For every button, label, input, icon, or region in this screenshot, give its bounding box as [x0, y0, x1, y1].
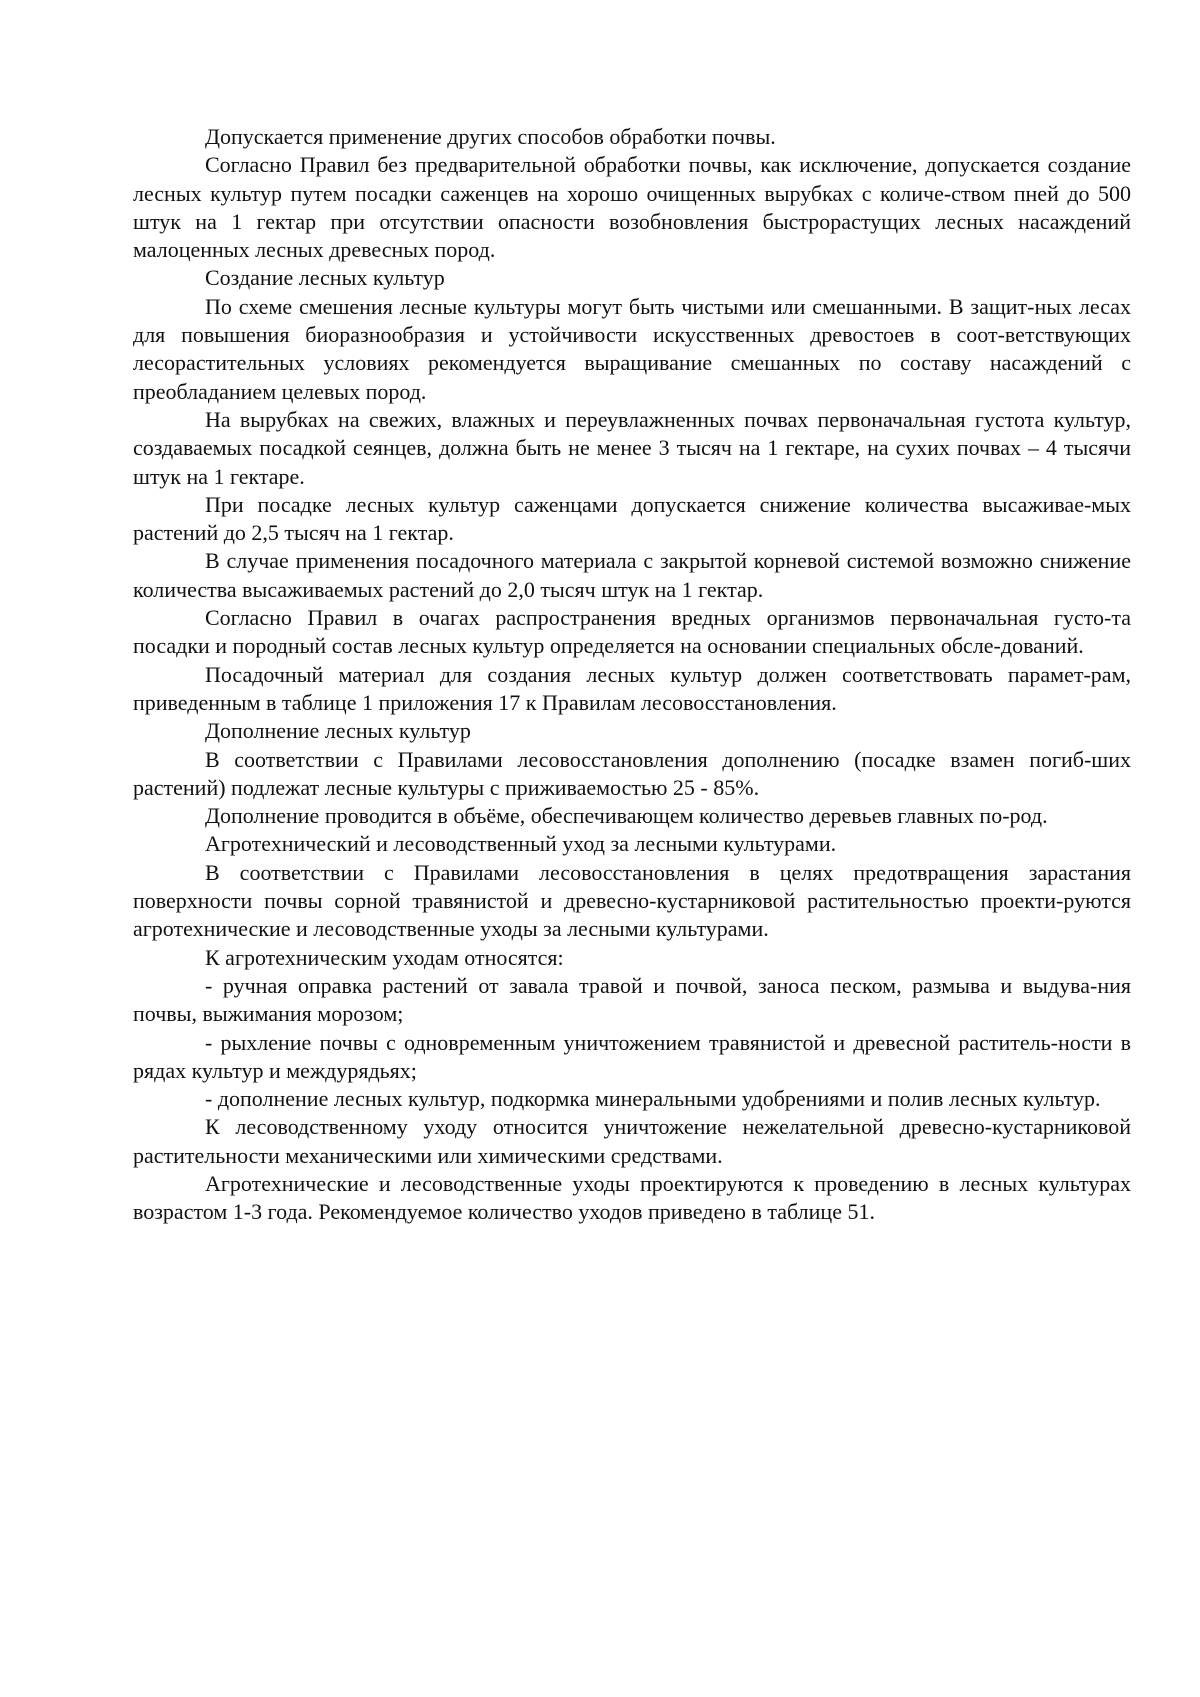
list-item-3: - дополнение лесных культур, подкормка минеральными удобрениями и полив лесных культур. [205, 1086, 1101, 1112]
paragraph-7: Согласно Правил в очагах распространения вредных организмов первоначальная густо-та посадки и породный состав лесных культур определяется на основании специальных обсле-дований. [133, 605, 1131, 659]
document-page [133, 123, 1131, 1227]
list-item-2: - рыхление почвы с одновременным уничтожением травянистой и древесной раститель-ности в рядах культур и междурядьях; [133, 1029, 1131, 1083]
paragraph-5: При посадке лесных культур саженцами допускается снижение количества высаживае-мых растений до 2,5 тысяч на 1 гектар. [133, 491, 1131, 546]
list-item-1: - ручная оправка растений от завала травой и почвой, заноса песком, размыва и выдува-ния почвы, выжимания морозом; [133, 972, 1131, 1027]
section-heading-care: Агротехнический и лесоводственный уход за лесными культурами. [205, 831, 837, 857]
paragraph-13-line-1: К лесоводственному уходу относится уничтожение нежелательной древесно-кустарниковой растительности механическими или химическими средствами. [133, 1114, 1131, 1168]
paragraph-14: Агротехнические и лесоводственные уходы проектируются к проведению в лесных культурах возрастом 1-3 года. Рекомендуемое количество уходов приведено в таблице 51. [133, 1170, 1131, 1225]
paragraph-10: Дополнение проводится в объёме, обеспечивающем количество деревьев главных по-род. [205, 803, 1048, 829]
paragraph-3: По схеме смешения лесные культуры могут быть чистыми или смешанными. В защит-ных лесах для повышения биоразнообразия и устойчивости искусственных древостоев в соот-ветствующих лесорастительных условиях рекомендуется выращивание смешанных по составу насаждений с преобладанием целевых пород. [133, 293, 1131, 404]
section-heading-supplement: Дополнение лесных культур [205, 718, 471, 744]
paragraph-6: В случае применения посадочного материала с закрытой корневой системой возможно снижение количества высаживаемых растений до 2,0 тысяч штук на 1 гектар. [133, 548, 1131, 602]
paragraph-2: Согласно Правил без предварительной обработки почвы, как исключение, допускается создание лесных культур путем посадки саженцев на хорошо очищенных вырубках с количе-ством пней до 500 штук на 1 гектар при отсутствии опасности возобновления быстрорастущих лесных насаждений малоценных лесных древесных пород. [133, 152, 1131, 263]
section-heading-creation: Создание лесных культур [205, 265, 445, 291]
paragraph-12: К агротехническим уходам относятся: [205, 944, 564, 970]
paragraph-9: В соответствии с Правилами лесовосстановления дополнению (посадке взамен погиб-ших растений) подлежат лесные культуры с приживаемостью 25 - 85%. [133, 746, 1131, 800]
paragraph-8: Посадочный материал для создания лесных культур должен соответствовать парамет-рам, приведенным в таблице 1 приложения 17 к Правилам лесовосстановления. [133, 661, 1131, 715]
paragraph-11: В соответствии с Правилами лесовосстановления в целях предотвращения зарастания поверхности почвы сорной травянистой и древесно-кустарниковой растительностью проекти-руются агротехнические и лесоводственные уходы за лесными культурами. [133, 859, 1131, 942]
paragraph-4: На вырубках на свежих, влажных и переувлажненных почвах первоначальная густота культур, создаваемых посадкой сеянцев, должна быть не менее 3 тысяч на 1 гектаре, на сухих почвах – 4 тысячи штук на 1 гектаре. [133, 406, 1131, 489]
paragraph-1: Допускается применение других способов обработки почвы. [205, 124, 776, 149]
